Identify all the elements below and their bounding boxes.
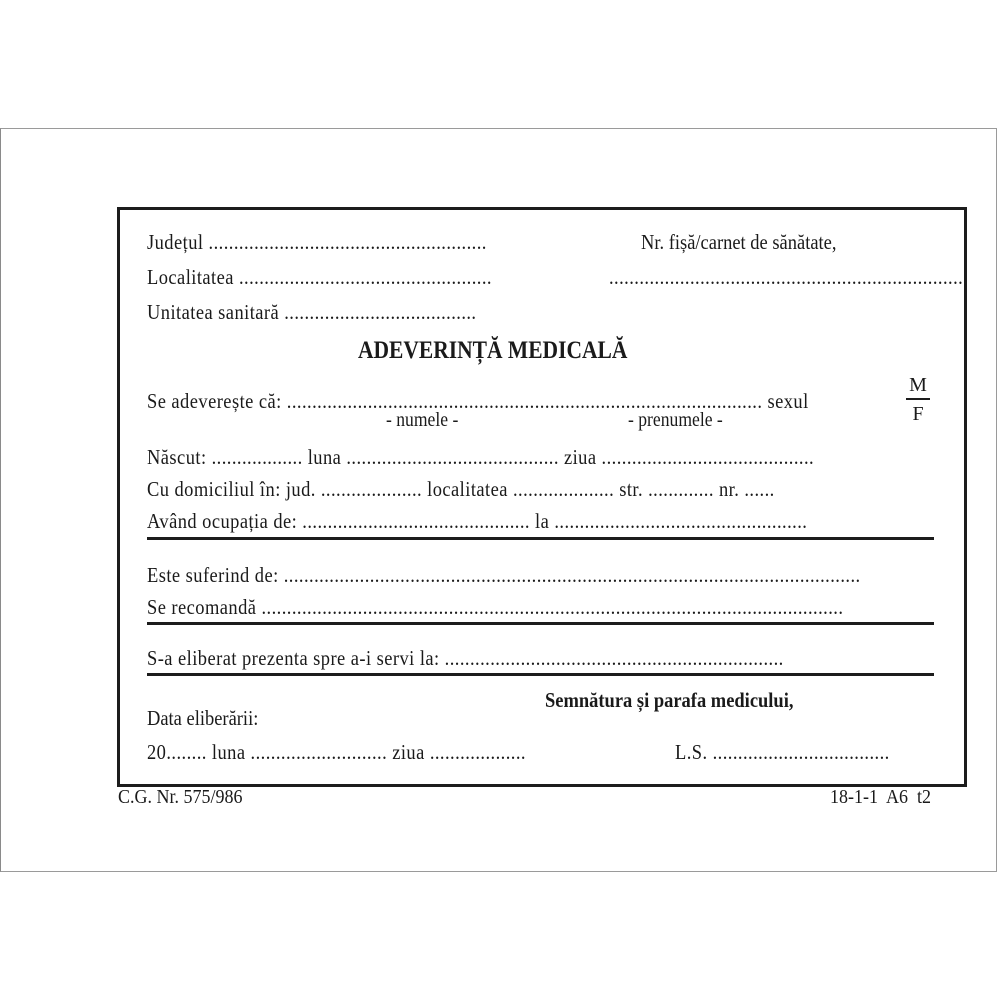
ocupatia-field[interactable]: Având ocupația de: ............................................. la .................................................. (147, 509, 808, 533)
sex-option-m[interactable]: M (909, 374, 927, 396)
section-divider-1 (147, 537, 934, 540)
data-eliberarii-field[interactable]: 20........ luna ........................... ziua ................... (147, 740, 526, 764)
document-title: ADEVERINȚĂ MEDICALĂ (358, 337, 628, 364)
unitatea-sanitara-field[interactable]: Unitatea sanitară ...................................... (147, 300, 477, 324)
prenumele-hint: - prenumele - (628, 409, 723, 431)
section-divider-3 (147, 673, 934, 676)
domiciliu-field[interactable]: Cu domiciliul în: jud. .................... localitatea .................... str. ............. nr. ...... (147, 477, 775, 501)
nr-fisa-label: Nr. fișă/carnet de sănătate, (641, 230, 837, 254)
recomanda-field[interactable]: Se recomandă ................................................................................................................... (147, 595, 844, 619)
eliberat-field[interactable]: S-a eliberat prezenta spre a-i servi la: ................................................................... (147, 646, 784, 670)
ls-field[interactable]: L.S. ................................... (675, 740, 890, 764)
semnatura-label: Semnătura și parafa medicului, (545, 688, 794, 712)
footer-form-code: 18-1-1 A6 t2 (830, 786, 931, 808)
sex-option-f[interactable]: F (912, 403, 924, 425)
footer-cg-number: C.G. Nr. 575/986 (118, 786, 243, 808)
section-divider-2 (147, 622, 934, 625)
se-adevereste-field[interactable]: Se adeverește că: .............................................................................................. sexul (147, 389, 809, 413)
nascut-field[interactable]: Născut: .................. luna .......................................... ziua .......................................... (147, 445, 815, 469)
judetul-field[interactable]: Județul ....................................................... (147, 230, 487, 254)
suferind-field[interactable]: Este suferind de: .................................................................................................................. (147, 563, 861, 587)
numele-hint: - numele - (386, 409, 459, 431)
nr-fisa-field[interactable]: ...................................................................... (609, 265, 964, 289)
localitatea-field[interactable]: Localitatea .................................................. (147, 265, 492, 289)
data-eliberarii-label: Data eliberării: (147, 706, 259, 730)
sex-fraction-line (906, 398, 930, 400)
